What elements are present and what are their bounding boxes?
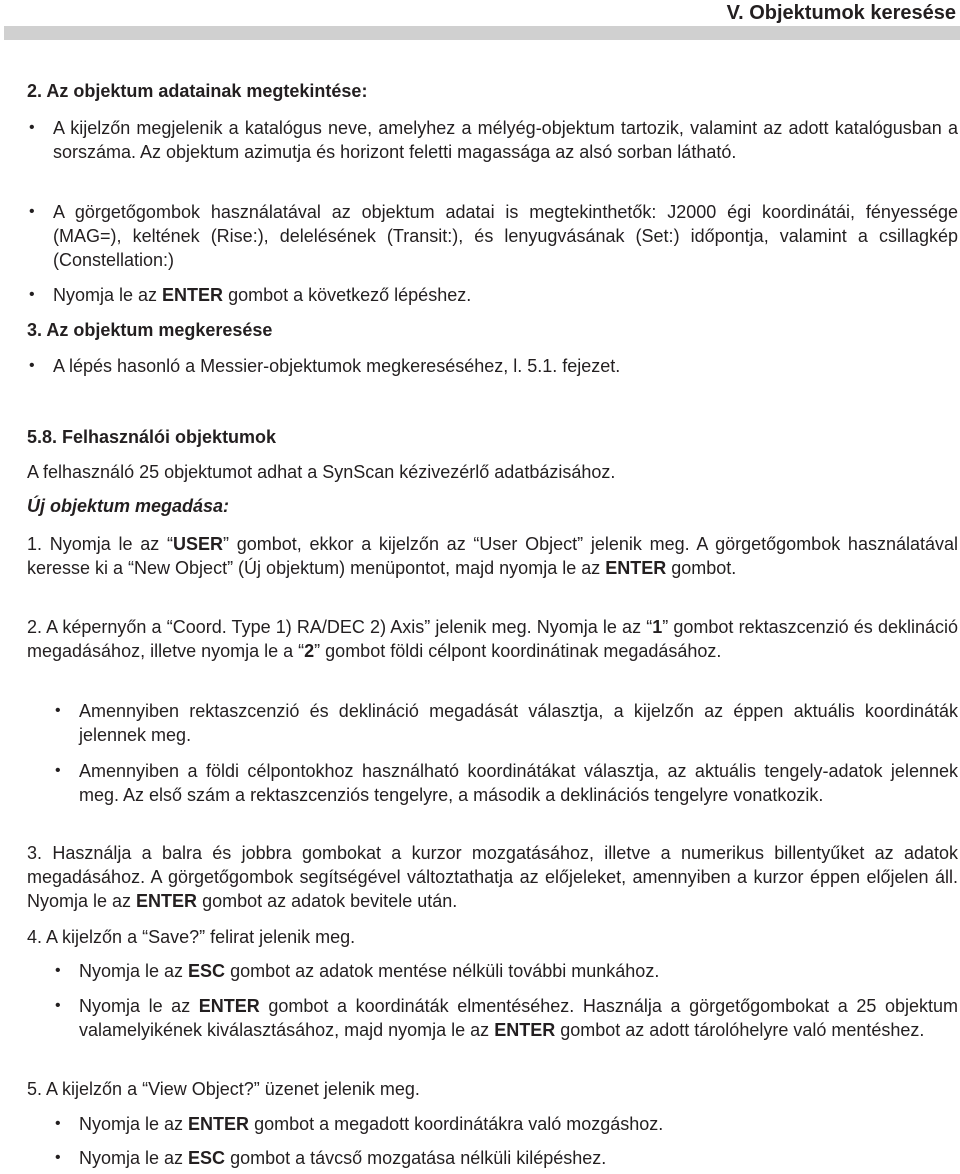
step-5-bullet-2: Nyomja le az ESC gombot a távcső mozgatása nélküli kilépéshez. [79, 1148, 607, 1168]
step-5-bullet-1: Nyomja le az ENTER gombot a megadott koordinátákra való mozgáshoz. [79, 1114, 664, 1134]
bullet-marker: • [29, 286, 35, 303]
bullet-marker: • [55, 1149, 61, 1166]
bullet-marker: • [55, 762, 61, 779]
bullet-marker: • [55, 997, 61, 1014]
step-2: 2. A képernyőn a “Coord. Type 1) RA/DEC 2) Axis” jelenik meg. Nyomja le az “1” gombot rektaszcenzió és deklináció megadásához, illetve nyomja le a “2” gombot földi célpont koordinátinak megadásához. [27, 617, 958, 661]
new-object-subheading: Új objektum megadása: [27, 496, 230, 516]
bullet-marker: • [55, 1115, 61, 1132]
bullet-marker: • [29, 119, 35, 136]
step-4-bullet-2: Nyomja le az ENTER gombot a koordináták elmentéséhez. Használja a görgetőgombokat a 25 objektum valamelyikének kiválasztásához, majd nyomja le az ENTER gombot az adott tárolóhelyre való mentéshez. [79, 996, 958, 1040]
bullet-marker: • [29, 357, 35, 374]
step-4: 4. A kijelzőn a “Save?” felirat jelenik meg. [27, 927, 356, 947]
chapter-title: V. Objektumok keresése [726, 2, 956, 24]
section-2-bullet-3: Nyomja le az ENTER gombot a következő lépéshez. [53, 285, 472, 305]
section-2-bullet-2: A görgetőgombok használatával az objektum adatai is megtekinthetők: J2000 égi koordinátái, fényessége (MAG=), keltének (Rise:), delelésének (Transit:), és lenyugvásának (Set:) időpontja, valamint a csillagkép (Constellation:) [53, 202, 958, 270]
step-2-bullet-1: Amennyiben rektaszcenzió és deklináció megadását választja, a kijelzőn az éppen aktuális koordináták jelennek meg. [79, 701, 958, 745]
section-5-8-intro: A felhasználó 25 objektumot adhat a SynScan kézivezérlő adatbázisához. [27, 462, 616, 482]
section-5-8-heading: 5.8. Felhasználói objektumok [27, 427, 277, 447]
bullet-marker: • [55, 962, 61, 979]
step-3: 3. Használja a balra és jobbra gombokat a kurzor mozgatásához, illetve a numerikus billentyűket az adatok megadásához. A görgetőgombok segítségével változtathatja az előjeleket, amennyiben a kurzor éppen előjelen áll. Nyomja le az ENTER gombot az adatok bevitele után. [27, 843, 958, 911]
header-bar [4, 26, 960, 40]
section-2-bullet-1: A kijelzőn megjelenik a katalógus neve, amelyhez a mélyég-objektum tartozik, valamint az adott katalógusban a sorszáma. Az objektum azimutja és horizont feletti magassága az alsó sorban látható. [53, 118, 958, 162]
step-5: 5. A kijelzőn a “View Object?” üzenet jelenik meg. [27, 1079, 420, 1099]
step-4-bullet-1: Nyomja le az ESC gombot az adatok mentése nélküli további munkához. [79, 961, 660, 981]
section-2-heading: 2. Az objektum adatainak megtekintése: [27, 81, 368, 101]
step-1: 1. Nyomja le az “USER” gombot, ekkor a kijelzőn az “User Object” jelenik meg. A görgetőgombok használatával keresse ki a “New Object” (Új objektum) menüpontot, majd nyomja le az ENTER gombot. [27, 534, 959, 578]
step-2-bullet-2: Amennyiben a földi célpontokhoz használható koordinátákat választja, az aktuális tengely-adatok jelennek meg. Az első szám a rektaszcenziós tengelyre, a második a deklinációs tengelyre vonatkozik. [79, 761, 958, 805]
section-3-bullet: A lépés hasonló a Messier-objektumok megkereséséhez, l. 5.1. fejezet. [53, 356, 621, 376]
bullet-marker: • [29, 203, 35, 220]
bullet-marker: • [55, 702, 61, 719]
section-3-heading: 3. Az objektum megkeresése [27, 320, 273, 340]
